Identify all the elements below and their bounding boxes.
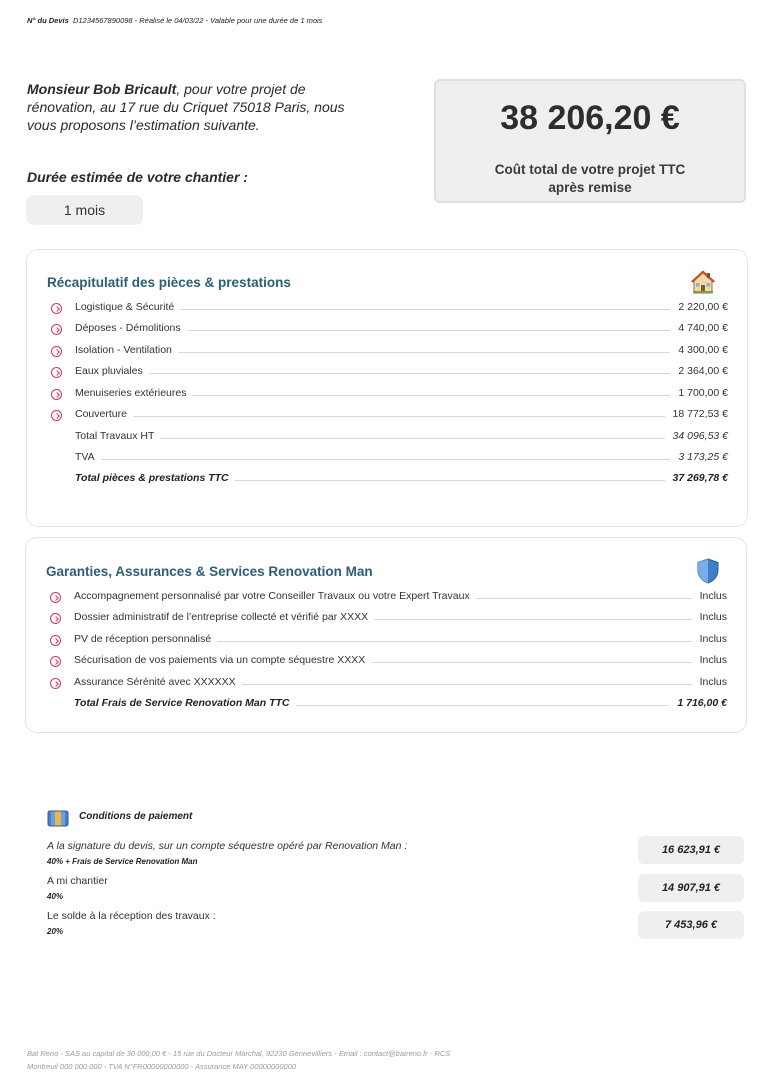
legal-footer — [27, 1048, 547, 1073]
intro-sentence: , pour votre projet de rénovation, au 17 rue du Criquet 75018 Paris, nous vous proposons l’estimation suivante. — [27, 81, 345, 133]
recap-row-label: Eaux pluviales — [75, 365, 149, 377]
recap-tva-row — [75, 451, 728, 467]
chevron-right-icon — [51, 410, 62, 421]
chevron-right-icon — [50, 678, 61, 689]
payment-step-share: 40% + Frais de Service Renovation Man — [47, 857, 198, 866]
quote-reference — [27, 16, 322, 25]
chevron-right-icon — [51, 324, 62, 335]
chevron-right-icon — [51, 389, 62, 400]
payment-step-label: A la signature du devis, sur un compte séquestre opéré par Renovation Man : — [47, 840, 408, 852]
guarantees-title: Garanties, Assurances & Services Renovation Man — [46, 564, 373, 579]
money-icon — [47, 808, 69, 833]
chevron-right-icon — [50, 656, 61, 667]
payment-step-label: Le solde à la réception des travaux : — [47, 910, 216, 922]
guarantee-row-amount: Inclus — [692, 611, 727, 623]
shield-icon — [696, 558, 720, 589]
guarantee-row-label: Accompagnement personnalisé par votre Conseiller Travaux ou votre Expert Travaux — [74, 590, 476, 602]
total-cost-box — [434, 79, 746, 203]
quote-ref-label: N° du Devis — [27, 16, 69, 25]
guarantee-row-label: PV de réception personnalisé — [74, 633, 217, 645]
chevron-right-icon — [50, 613, 61, 624]
chevron-right-icon — [51, 346, 62, 357]
tva-label: TVA — [75, 451, 101, 463]
house-icon — [690, 269, 716, 300]
recap-title: Récapitulatif des pièces & prestations — [47, 275, 291, 290]
recap-row-amount: 4 740,00 € — [670, 322, 728, 334]
guarantee-row — [74, 590, 727, 606]
payment-step-amount: 14 907,91 € — [638, 874, 744, 902]
recap-row-amount: 2 220,00 € — [670, 301, 728, 313]
chevron-right-icon — [50, 592, 61, 603]
recap-row — [75, 322, 728, 338]
total-ht-label: Total Travaux HT — [75, 430, 160, 442]
guarantee-row — [74, 611, 727, 627]
payment-step-amount: 16 623,91 € — [638, 836, 744, 864]
guarantees-total-row — [74, 697, 727, 713]
quote-ref-details: D1234567890098 - Réalisé le 04/03/22 - Valable pour une durée de 1 mois — [72, 16, 323, 25]
guarantee-row-label: Dossier administratif de l’entreprise collecté et vérifié par XXXX — [74, 611, 374, 623]
total-ttc-amount: 37 269,78 € — [665, 472, 728, 484]
guarantee-row — [74, 633, 727, 649]
footer-line-2: Montreuil 000 000 000 - TVA N°FR00000000000 - Assurance MAY 00000000000 — [27, 1061, 297, 1071]
payment-step-label: A mi chantier — [47, 875, 108, 887]
duration-label: Durée estimée de votre chantier : — [27, 169, 248, 185]
total-ht-amount: 34 096,53 € — [665, 430, 728, 442]
recap-row-label: Menuiseries extérieures — [75, 387, 192, 399]
payment-step-share: 20% — [47, 927, 64, 936]
total-ttc-label: Total pièces & prestations TTC — [75, 472, 235, 484]
guarantee-row-amount: Inclus — [692, 590, 727, 602]
duration-value: 1 mois — [26, 195, 143, 225]
guarantees-total-label: Total Frais de Service Renovation Man TTC — [74, 697, 296, 709]
guarantee-row — [74, 676, 727, 692]
payment-conditions-title: Conditions de paiement — [79, 811, 193, 822]
intro-text — [27, 80, 347, 134]
recap-row — [75, 387, 728, 403]
total-cost-caption-line2: après remise — [548, 180, 632, 195]
recap-row — [75, 408, 728, 424]
chevron-right-icon — [50, 635, 61, 646]
recap-row — [75, 301, 728, 317]
recap-row — [75, 344, 728, 360]
total-cost-amount: 38 206,20 € — [500, 99, 680, 137]
guarantees-total-amount: 1 716,00 € — [669, 697, 727, 709]
guarantee-row-amount: Inclus — [692, 676, 727, 688]
payment-step-share: 40% — [47, 892, 64, 901]
guarantee-row-amount: Inclus — [692, 633, 727, 645]
guarantee-row-label: Assurance Sérénité avec XXXXXX — [74, 676, 242, 688]
recap-total-ttc-row — [75, 472, 728, 488]
guarantee-row-label: Sécurisation de vos paiements via un compte séquestre XXXX — [74, 654, 371, 666]
chevron-right-icon — [51, 367, 62, 378]
total-cost-caption-line1: Coût total de votre projet TTC — [494, 162, 686, 177]
recap-row-amount: 18 772,53 € — [665, 408, 728, 420]
recap-total-ht-row — [75, 430, 728, 446]
tva-amount: 3 173,25 € — [670, 451, 728, 463]
recap-row-amount: 4 300,00 € — [670, 344, 728, 356]
total-cost-caption — [436, 161, 744, 197]
recap-row — [75, 365, 728, 381]
recap-row-label: Isolation - Ventilation — [75, 344, 178, 356]
footer-line-1: Bat Reno - SAS au capital de 30 000,00 € - 15 rue du Docteur Marchal, 92230 Gennevilliers - Email : contact@batreno.fr - RCS — [27, 1049, 451, 1058]
chevron-right-icon — [51, 303, 62, 314]
recap-row-amount: 2 364,00 € — [670, 365, 728, 377]
recap-row-amount: 1 700,00 € — [670, 387, 728, 399]
recap-row-label: Logistique & Sécurité — [75, 301, 180, 313]
guarantee-row-amount: Inclus — [692, 654, 727, 666]
guarantee-row — [74, 654, 727, 670]
recap-row-label: Déposes - Démolitions — [75, 322, 187, 334]
payment-step-amount: 7 453,96 € — [638, 911, 744, 939]
recap-row-label: Couverture — [75, 408, 133, 420]
client-name: Monsieur Bob Bricault — [27, 81, 177, 97]
